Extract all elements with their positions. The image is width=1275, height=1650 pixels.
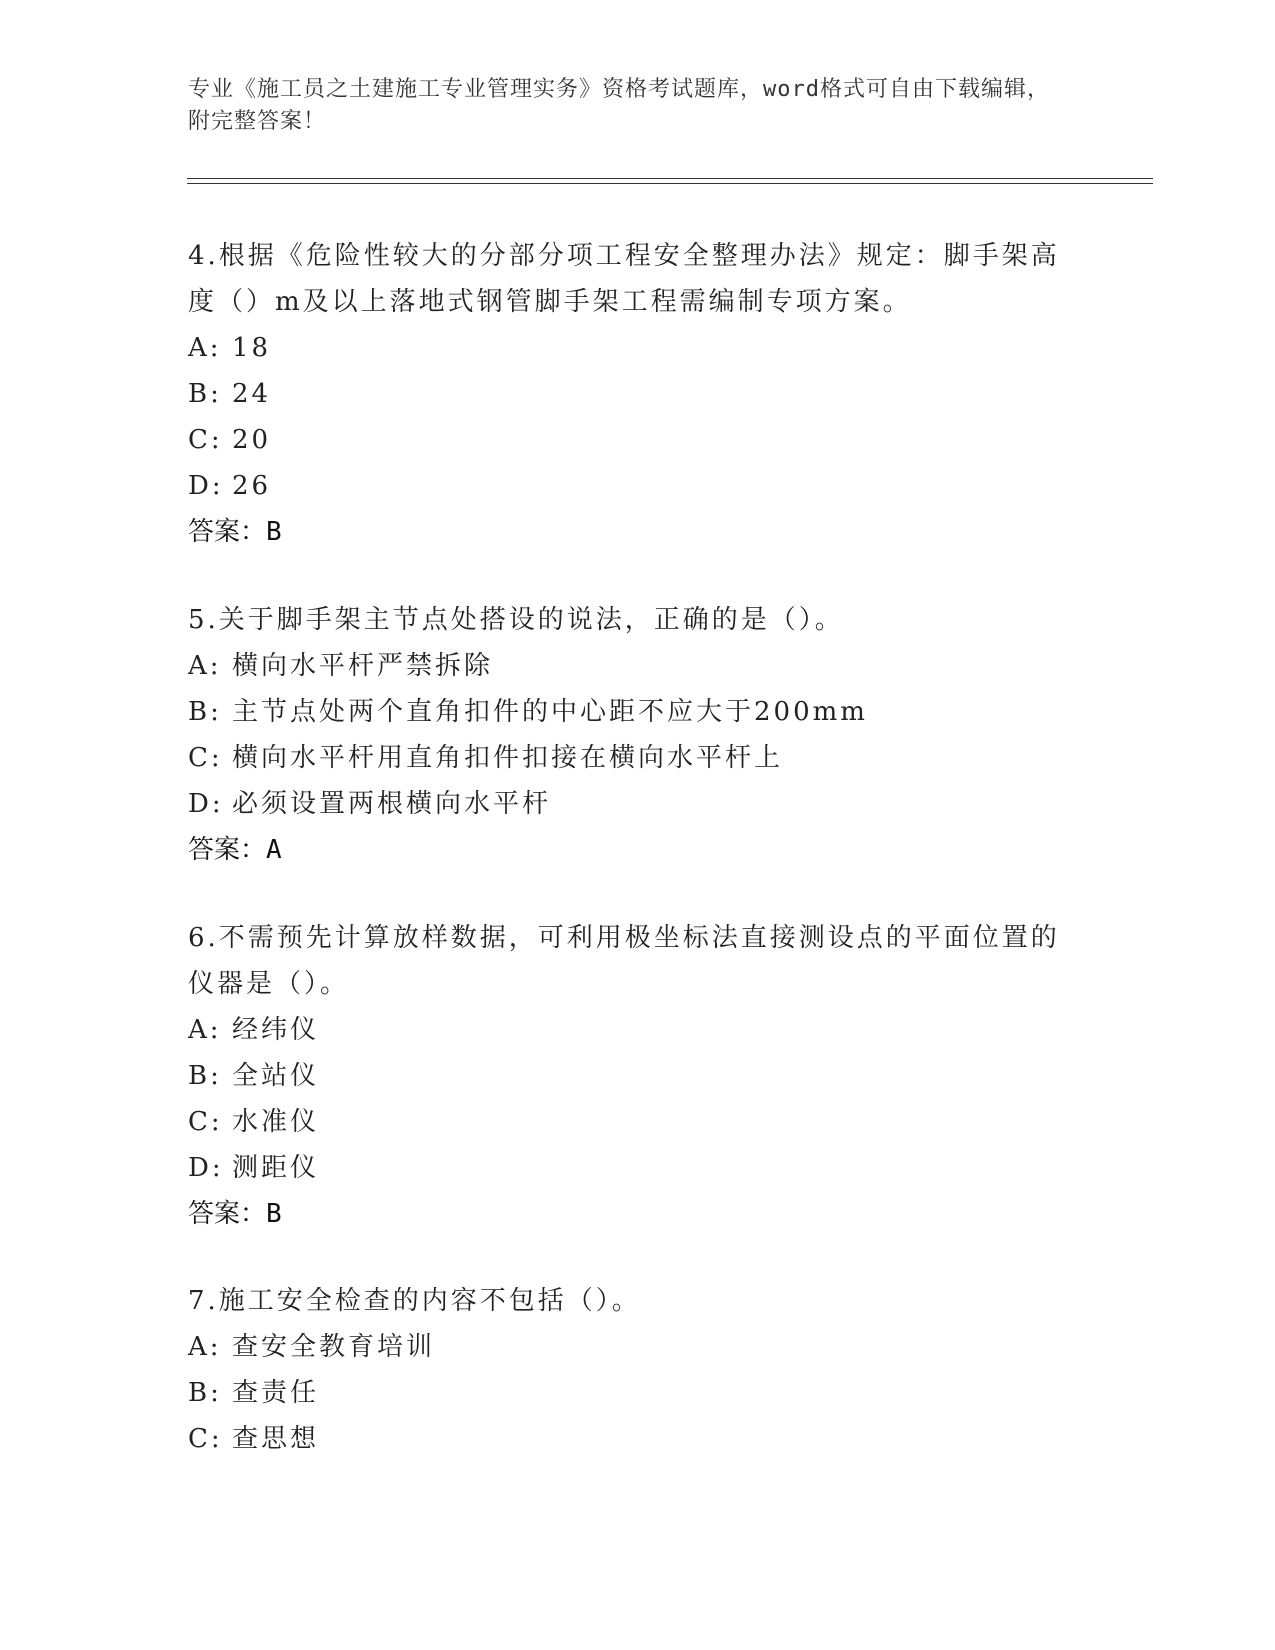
question-stem: 4.根据《危险性较大的分部分项工程安全整理办法》规定：脚手架高度（）m及以上落地式钢管脚手架工程需编制专项方案。 — [188, 241, 1060, 317]
option-letter: C: — [188, 425, 223, 455]
answer-line — [188, 509, 1088, 555]
option-letter: C: — [188, 743, 223, 773]
option-a — [188, 1007, 1088, 1053]
option-letter: C: — [188, 1424, 223, 1454]
option-text: 测距仪 — [232, 1153, 320, 1183]
option-letter: A: — [188, 1015, 222, 1045]
option-c — [188, 417, 1088, 463]
option-text: 24 — [232, 379, 272, 409]
option-letter: A: — [188, 651, 222, 681]
option-text: 26 — [232, 471, 272, 501]
answer-label: 答案： — [188, 835, 267, 865]
option-text: 查安全教育培训 — [232, 1332, 436, 1362]
option-text: 查思想 — [232, 1424, 320, 1454]
answer-label: 答案： — [188, 1199, 267, 1229]
option-text: 18 — [232, 333, 272, 363]
question-stem: 7.施工安全检查的内容不包括（）。 — [188, 1286, 641, 1316]
option-text: 必须设置两根横向水平杆 — [232, 789, 552, 819]
option-d — [188, 781, 1088, 827]
option-text: 水准仪 — [232, 1107, 320, 1137]
answer-line — [188, 827, 1088, 873]
answer-value: A — [266, 835, 282, 865]
option-letter: B: — [188, 697, 222, 727]
question-stem: 6.不需预先计算放样数据，可利用极坐标法直接测设点的平面位置的仪器是（）。 — [188, 923, 1060, 999]
option-text: 查责任 — [232, 1378, 320, 1408]
option-text: 主节点处两个直角扣件的中心距不应大于200mm — [232, 697, 868, 727]
option-text: 全站仪 — [232, 1061, 320, 1091]
option-b — [188, 371, 1088, 417]
option-b — [188, 1053, 1088, 1099]
option-a — [188, 1324, 1088, 1370]
option-b — [188, 689, 1088, 735]
answer-value: B — [266, 1199, 282, 1229]
option-b — [188, 1370, 1088, 1416]
option-letter: D: — [188, 789, 224, 819]
option-letter: A: — [188, 333, 222, 363]
option-c — [188, 1416, 1088, 1462]
option-text: 横向水平杆用直角扣件扣接在横向水平杆上 — [232, 743, 784, 773]
option-c — [188, 735, 1088, 781]
option-letter: B: — [188, 379, 222, 409]
option-letter: D: — [188, 1153, 224, 1183]
option-text: 经纬仪 — [232, 1015, 320, 1045]
option-a — [188, 325, 1088, 371]
option-d — [188, 463, 1088, 509]
option-text: 20 — [232, 425, 272, 455]
option-letter: A: — [188, 1332, 222, 1362]
answer-value: B — [266, 517, 282, 547]
question-5 — [188, 597, 1088, 873]
question-6 — [188, 915, 1088, 1237]
option-letter: B: — [188, 1061, 222, 1091]
option-letter: D: — [188, 471, 224, 501]
header-divider-top — [187, 178, 1153, 179]
option-letter: C: — [188, 1107, 223, 1137]
option-letter: B: — [188, 1378, 222, 1408]
answer-label: 答案： — [188, 517, 267, 547]
header-divider-bottom — [187, 183, 1153, 184]
document-header: 专业《施工员之土建施工专业管理实务》资格考试题库，word格式可自由下载编辑，附完整答案！ — [188, 77, 1050, 134]
option-c — [188, 1099, 1088, 1145]
question-7 — [188, 1278, 1088, 1462]
question-stem: 5.关于脚手架主节点处搭设的说法，正确的是（）。 — [188, 605, 844, 635]
answer-line — [188, 1191, 1088, 1237]
question-4 — [188, 233, 1088, 555]
option-a — [188, 643, 1088, 689]
option-d — [188, 1145, 1088, 1191]
option-text: 横向水平杆严禁拆除 — [232, 651, 494, 681]
